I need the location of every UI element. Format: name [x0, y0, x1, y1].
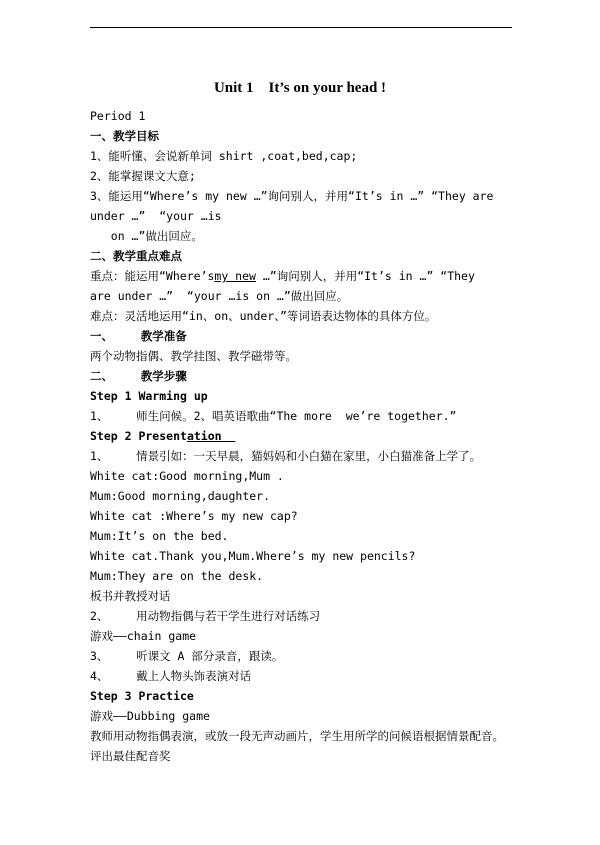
- text-segment: 重点：能运用“Where’s: [90, 269, 215, 283]
- text-line: 难点：灵活地运用“in、on、under、”等词语表达物体的具体方位。: [90, 309, 437, 323]
- page-title: Unit 1 It’s on your head !: [213, 80, 387, 96]
- text-line: 1、 师生问候。2、唱英语歌曲“The more we’re together.”: [90, 409, 457, 423]
- text-segment: …”询问别人，并用“It’s in …” “They: [255, 269, 475, 283]
- text-line: under …” “your …is: [90, 209, 222, 223]
- section-heading: 一、 教学准备: [90, 329, 187, 343]
- underlined-text: my new: [214, 269, 256, 283]
- text-line: 2、能掌握课文大意;: [90, 169, 196, 183]
- text-line: 游戏——Dubbing game: [90, 709, 210, 723]
- step-heading: Step 3 Practice: [90, 689, 194, 703]
- text-line: 板书并教授对话: [90, 589, 171, 603]
- section-heading: 一、教学目标: [90, 129, 159, 143]
- text-line: 3、能运用“Where’s my new …”询问别人，并用“It’s in …” “They are: [90, 189, 494, 203]
- section-heading: 二、教学重点难点: [90, 249, 182, 263]
- text-line: 两个动物指偶、教学挂图、教学磁带等。: [90, 349, 297, 363]
- section-heading: 二、 教学步骤: [90, 369, 187, 383]
- text-line: 教师用动物指偶表演，或放一段无声动画片，学生用所学的问候语根据情景配音。: [90, 729, 504, 743]
- text-line: 1、能听懂、会说新单词 shirt ,coat,bed,cap;: [90, 149, 358, 163]
- dialogue-line: White cat:Good morning,Mum .: [90, 469, 284, 483]
- period-label: Period 1: [90, 109, 146, 123]
- text-line: 评出最佳配音奖: [90, 749, 171, 763]
- text-line: on …”做出回应。: [90, 229, 203, 243]
- header-rule: [90, 27, 512, 28]
- step-heading: Step 1 Warming up: [90, 389, 208, 403]
- text-line: 3、 听课文 A 部分录音，跟读。: [90, 649, 284, 663]
- dialogue-line: Mum:It’s on the bed.: [90, 529, 229, 543]
- text-line: 游戏——chain game: [90, 629, 197, 643]
- dialogue-line: Mum:They are on the desk.: [90, 569, 264, 583]
- dialogue-line: Mum:Good morning,daughter.: [90, 489, 271, 503]
- dialogue-line: White cat :Where’s my new cap?: [90, 509, 298, 523]
- text-line: 2、 用动物指偶与若干学生进行对话练习: [90, 609, 321, 623]
- text-segment: Step 2 Present: [90, 429, 187, 443]
- text-line: are under …” “your …is on …”做出回应。: [90, 289, 349, 303]
- step-heading: [90, 428, 520, 444]
- dialogue-line: White cat.Thank you,Mum.Where’s my new pencils?: [90, 549, 416, 563]
- text-line: 1、 情景引如：一天早晨，猫妈妈和小白猫在家里，小白猫准备上学了。: [90, 449, 482, 463]
- underlined-text: ation: [186, 429, 236, 443]
- text-line: 4、 戴上人物头饰表演对话: [90, 669, 252, 683]
- text-line: [90, 268, 520, 284]
